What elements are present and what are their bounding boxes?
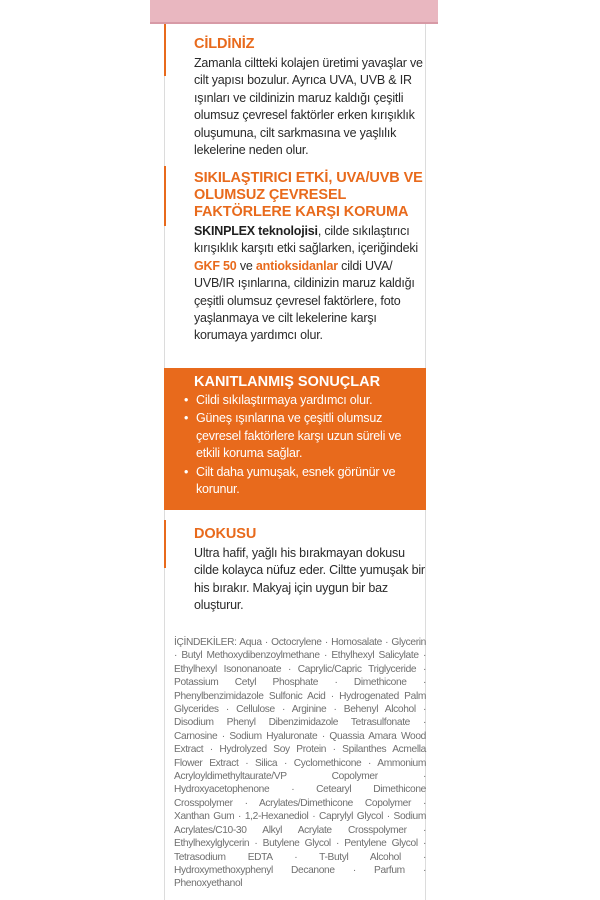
protection-text xyxy=(194,223,430,345)
technology-name: SKINPLEX teknolojisi xyxy=(194,224,318,238)
antioxidants-label: antioksidanlar xyxy=(255,258,338,273)
accent-line-protection xyxy=(164,166,166,226)
texture-text: Ultra hafif, yağlı his bırakmayan dokusu cilde kolayca nüfuz eder. Ciltte yumuşak bir his bırakır. Makyaj için uygun bir baz oluşturur. xyxy=(194,546,425,613)
protection-text-b: ve xyxy=(236,258,256,273)
results-item xyxy=(182,464,420,499)
bullet-icon: • xyxy=(184,464,189,479)
results-item-text: Cildi sıkılaştırmaya yardımcı olur. xyxy=(196,393,373,407)
results-item-text: Cilt daha yumuşak, esnek görünür ve korunur. xyxy=(196,464,396,497)
accent-line-texture xyxy=(164,520,166,568)
spf-label: GKF 50 xyxy=(194,258,237,273)
bullet-icon: • xyxy=(184,411,189,426)
results-heading: KANITLANMIŞ SONUÇLAR xyxy=(194,374,381,390)
results-item xyxy=(182,392,420,409)
texture-heading: DOKUSU xyxy=(194,526,257,542)
section-skin xyxy=(194,36,430,159)
results-item xyxy=(182,410,420,462)
protection-heading: SIKILAŞTIRICI ETKİ, UVA/UVB VE OLUMSUZ ÇEVRESEL FAKTÖRLERE KARŞI KORUMA xyxy=(194,170,423,220)
bullet-icon: • xyxy=(184,393,189,407)
results-item-text: Güneş ışınlarına ve çeşitli olumsuz çevresel faktörlere karşı uzun süreli ve etkili koruma sağlar. xyxy=(196,411,402,461)
skin-text: Zamanla ciltteki kolajen üretimi yavaşlar ve cilt yapısı bozulur. Ayrıca UVA, UVB & IR ışınları ve cildinizin maruz kaldığı çeşitli olumsuz çevresel faktörler erken kırışıklık oluşumuna, cilt sarkmasına ve yaşlılık lekelerine neden olur. xyxy=(194,56,423,158)
skin-heading: CİLDİNİZ xyxy=(194,36,255,52)
protection-text-c: cildi UVA/ UVB/IR ışınlarına, cildinizin maruz kaldığı çeşitli olumsuz çevresel faktörlere, foto yaşlanmaya ve cilt lekelerine karşı korumaya yardımcı olur. xyxy=(194,258,415,343)
section-texture xyxy=(194,526,430,615)
accent-line-skin xyxy=(164,24,166,76)
ingredients-list: İÇİNDEKİLER: Aqua · Octocrylene · Homosalate · Glycerin · Butyl Methoxydibenzoylmethane · Ethylhexyl Salicylate · Ethylhexyl Isononanoate · Caprylic/Capric Triglyceride · Potassium Cetyl Phosphate · Dimethicone · Phenylbenzimidazole Sulfonic Acid · Hydrogenated Palm Glycerides · Cellulose · Arginine · Behenyl Alcohol · Disodium Phenyl Dibenzimidazole Tetrasulfonate · Carnosine · Sodium Hyaluronate · Quassia Amara Wood Extract · Hydrolyzed Soy Protein · Spilanthes Acmella Flower Extract · Silica · Cyclomethicone · Ammonium Acryloyldimethyltaurate/VP Copolymer · Hydroxyacetophenone · Cetearyl Dimethicone Crosspolymer · Acrylates/Dimethicone Copolymer · Xanthan Gum · 1,2-Hexanediol · Caprylyl Glycol · Sodium Acrylates/C10-30 Alkyl Acrylate Crosspolymer · Ethylhexylglycerin · Butylene Glycol · Pentylene Glycol · Tetrasodium EDTA · T-Butyl Alcohol · Hydroxymethoxyphenyl Decanone · Parfum · Phenoxyethanol xyxy=(174,637,426,890)
protection-text-a: , cilde sıkılaştırıcı kırışıklık karşıtı etki sağlarken, içeriğindeki xyxy=(194,224,419,256)
section-protection xyxy=(194,170,430,345)
top-color-band xyxy=(150,0,438,22)
results-list xyxy=(182,392,420,499)
